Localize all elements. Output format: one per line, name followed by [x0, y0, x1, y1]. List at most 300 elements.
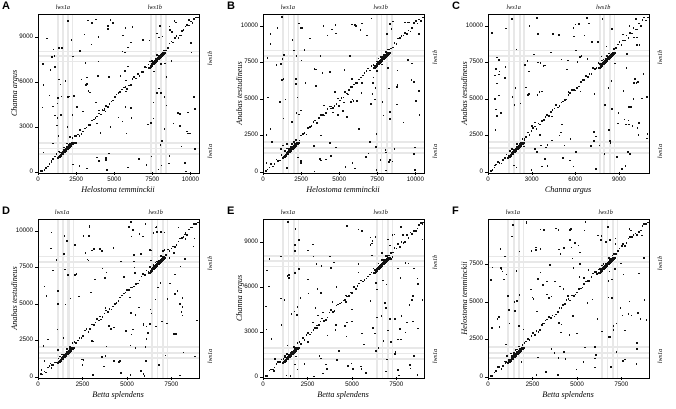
- diagonal-point: [114, 96, 116, 98]
- data-point: [361, 333, 363, 335]
- diagonal-point: [197, 222, 199, 224]
- data-point: [417, 278, 419, 280]
- data-point: [375, 87, 377, 89]
- diagonal-point: [126, 88, 128, 90]
- data-point: [162, 36, 164, 38]
- data-point: [282, 145, 284, 147]
- data-point: [386, 359, 388, 361]
- data-point: [267, 97, 269, 99]
- data-point: [643, 73, 645, 75]
- right-gene-label: lws1a: [207, 348, 214, 363]
- panel-f: [450, 205, 675, 409]
- data-point: [576, 369, 578, 371]
- y-tick: [485, 99, 488, 100]
- data-point: [335, 33, 337, 35]
- diagonal-point: [640, 25, 642, 27]
- data-point: [413, 355, 415, 357]
- data-point: [519, 251, 521, 253]
- data-point: [361, 23, 363, 25]
- data-point: [539, 134, 541, 136]
- data-point: [171, 60, 173, 62]
- diagonal-point: [578, 86, 580, 88]
- data-point: [350, 101, 352, 103]
- data-point: [97, 75, 99, 77]
- diagonal-point: [392, 47, 394, 49]
- data-point: [506, 274, 508, 276]
- data-point: [584, 347, 586, 349]
- data-point: [187, 133, 189, 135]
- data-point: [608, 87, 610, 89]
- data-point: [108, 325, 110, 327]
- x-tick-label: 2500: [69, 176, 83, 183]
- data-point: [193, 246, 195, 248]
- data-point: [563, 351, 565, 353]
- data-point: [346, 322, 348, 324]
- data-point: [168, 163, 170, 165]
- synteny-block-point: [162, 52, 164, 54]
- data-point: [60, 114, 62, 116]
- data-point: [91, 22, 93, 24]
- gene-band-vertical: [507, 220, 509, 378]
- data-point: [512, 96, 514, 98]
- x-tick: [190, 172, 191, 175]
- synteny-block-point: [612, 257, 614, 259]
- data-point: [613, 325, 615, 327]
- diagonal-point: [169, 43, 171, 45]
- x-tick-label: 5000: [345, 381, 359, 388]
- data-point: [120, 75, 122, 77]
- data-point: [551, 140, 553, 142]
- diagonal-point: [410, 31, 412, 33]
- diagonal-point: [399, 37, 401, 39]
- data-point: [545, 147, 547, 149]
- data-point: [166, 105, 168, 107]
- data-point: [268, 286, 270, 288]
- data-point: [166, 76, 168, 78]
- data-point: [322, 373, 324, 375]
- data-point: [88, 235, 90, 237]
- gene-band-horizontal: [489, 141, 649, 143]
- data-point: [50, 69, 52, 71]
- data-point: [557, 374, 559, 376]
- data-point: [514, 104, 516, 106]
- data-point: [332, 301, 334, 303]
- data-point: [156, 231, 158, 233]
- data-point: [67, 126, 69, 128]
- diagonal-point: [357, 285, 359, 287]
- data-point: [317, 288, 319, 290]
- data-point: [93, 248, 95, 250]
- top-gene-label: lws1a: [54, 209, 70, 216]
- panel-letter: C: [452, 0, 460, 12]
- data-point: [288, 277, 290, 279]
- data-point: [194, 148, 196, 150]
- data-point: [525, 87, 527, 89]
- diagonal-point: [621, 245, 623, 247]
- data-point: [627, 151, 629, 153]
- data-point: [345, 301, 347, 303]
- diagonal-point: [77, 340, 79, 342]
- data-point: [376, 70, 378, 72]
- x-tick: [415, 172, 416, 175]
- data-point: [98, 36, 100, 38]
- data-point: [398, 375, 400, 377]
- diagonal-point: [329, 312, 331, 314]
- diagonal-point: [492, 169, 494, 171]
- data-point: [633, 82, 635, 84]
- data-point: [138, 158, 140, 160]
- data-point: [286, 143, 288, 145]
- data-point: [499, 326, 501, 328]
- data-point: [307, 341, 309, 343]
- data-point: [415, 100, 417, 102]
- data-point: [171, 31, 173, 33]
- data-point: [597, 41, 599, 43]
- diagonal-point: [325, 319, 327, 321]
- diagonal-point: [112, 306, 114, 308]
- data-point: [637, 312, 639, 314]
- data-point: [63, 253, 65, 255]
- data-point: [125, 330, 127, 332]
- data-point: [617, 123, 619, 125]
- data-point: [169, 257, 171, 259]
- data-point: [498, 95, 500, 97]
- diagonal-point: [344, 299, 346, 301]
- right-gene-label: lws1b: [657, 50, 664, 65]
- data-point: [374, 333, 376, 335]
- diagonal-point: [576, 87, 578, 89]
- top-gene-label: lws1b: [598, 209, 613, 216]
- y-axis-title: Anabas testudineus: [460, 61, 469, 125]
- diagonal-point: [300, 135, 302, 137]
- diagonal-point: [568, 94, 570, 96]
- data-point: [69, 136, 71, 138]
- diagonal-point: [89, 124, 91, 126]
- data-point: [643, 257, 645, 259]
- data-point: [280, 256, 282, 258]
- data-point: [287, 345, 289, 347]
- data-point: [397, 70, 399, 72]
- data-point: [383, 115, 385, 117]
- data-point: [567, 60, 569, 62]
- data-point: [573, 36, 575, 38]
- data-point: [142, 236, 144, 238]
- data-point: [265, 306, 267, 308]
- data-point: [624, 359, 626, 361]
- diagonal-point: [348, 295, 350, 297]
- data-point: [572, 258, 574, 260]
- x-tick-label: 10000: [181, 176, 199, 183]
- data-point: [590, 145, 592, 147]
- data-point: [79, 129, 81, 131]
- x-tick: [396, 377, 397, 380]
- data-point: [361, 92, 363, 94]
- data-point: [164, 96, 166, 98]
- data-point: [294, 250, 296, 252]
- diagonal-point: [619, 248, 621, 250]
- x-tick: [532, 172, 533, 175]
- data-point: [320, 55, 322, 57]
- data-point: [412, 295, 414, 297]
- diagonal-point: [557, 311, 559, 313]
- diagonal-point: [52, 364, 54, 366]
- data-point: [56, 259, 58, 261]
- data-point: [297, 97, 299, 99]
- data-point: [49, 95, 51, 97]
- diagonal-point: [45, 167, 47, 169]
- data-point: [499, 71, 501, 73]
- diagonal-point: [399, 246, 401, 248]
- data-point: [491, 32, 493, 34]
- diagonal-point: [95, 117, 97, 119]
- data-point: [413, 268, 415, 270]
- data-point: [337, 114, 339, 116]
- data-point: [67, 274, 69, 276]
- x-tick: [152, 172, 153, 175]
- y-tick-label: 9000: [244, 237, 258, 245]
- x-tick-label: 0: [261, 381, 265, 388]
- data-point: [563, 247, 565, 249]
- synteny-block-point: [73, 347, 75, 349]
- diagonal-point: [311, 332, 313, 334]
- data-point: [358, 263, 360, 265]
- data-point: [537, 357, 539, 359]
- data-point: [608, 297, 610, 299]
- data-point: [540, 248, 542, 250]
- data-point: [320, 160, 322, 162]
- panel-letter: B: [227, 0, 235, 12]
- diagonal-point: [332, 107, 334, 109]
- data-point: [179, 375, 181, 377]
- diagonal-point: [272, 166, 274, 168]
- data-point: [127, 66, 129, 68]
- data-point: [92, 374, 94, 376]
- data-point: [622, 315, 624, 317]
- data-point: [96, 123, 98, 125]
- data-point: [281, 16, 283, 18]
- data-point: [636, 37, 638, 39]
- x-tick: [301, 172, 302, 175]
- diagonal-point: [580, 81, 582, 83]
- data-point: [184, 162, 186, 164]
- data-point: [604, 153, 606, 155]
- diagonal-point: [327, 109, 329, 111]
- diagonal-point: [327, 317, 329, 319]
- data-point: [536, 311, 538, 313]
- data-point: [373, 77, 375, 79]
- x-tick-label: 5000: [570, 381, 584, 388]
- data-point: [607, 226, 609, 228]
- diagonal-point: [82, 131, 84, 133]
- data-point: [352, 162, 354, 164]
- data-point: [88, 90, 90, 92]
- data-point: [72, 164, 74, 166]
- data-point: [586, 17, 588, 19]
- right-gene-label: lws1a: [432, 349, 439, 364]
- diagonal-point: [559, 105, 561, 107]
- diagonal-point: [494, 167, 496, 169]
- x-axis-title: Betta splendens: [92, 390, 144, 399]
- y-tick-label: 6000: [19, 77, 33, 85]
- data-point: [304, 49, 306, 51]
- diagonal-point: [125, 292, 127, 294]
- data-point: [300, 110, 302, 112]
- data-point: [500, 112, 502, 114]
- synteny-block-point: [298, 142, 300, 144]
- data-point: [368, 153, 370, 155]
- data-point: [91, 44, 93, 46]
- data-point: [577, 61, 579, 63]
- data-point: [325, 364, 327, 366]
- data-point: [131, 236, 133, 238]
- data-point: [419, 114, 421, 116]
- diagonal-point: [351, 292, 353, 294]
- data-point: [164, 249, 166, 251]
- data-point: [611, 28, 613, 30]
- data-point: [151, 313, 153, 315]
- gene-band-vertical: [297, 15, 298, 173]
- data-point: [283, 118, 285, 120]
- data-point: [149, 40, 151, 42]
- data-point: [518, 325, 520, 327]
- diagonal-point: [86, 328, 88, 330]
- data-point: [386, 284, 388, 286]
- diagonal-point: [367, 276, 369, 278]
- data-point: [351, 24, 353, 26]
- diagonal-point: [583, 283, 585, 285]
- data-point: [319, 158, 321, 160]
- diagonal-point: [295, 139, 297, 141]
- data-point: [313, 376, 315, 378]
- x-tick: [488, 172, 489, 175]
- diagonal-point: [569, 300, 571, 302]
- data-point: [620, 263, 622, 265]
- data-point: [352, 99, 354, 101]
- diagonal-point: [554, 316, 556, 318]
- diagonal-point: [561, 307, 563, 309]
- data-point: [385, 152, 387, 154]
- data-point: [321, 265, 323, 267]
- y-tick-label: 10000: [465, 21, 483, 29]
- plot-area: [263, 14, 425, 174]
- data-point: [611, 108, 613, 110]
- data-point: [602, 18, 604, 20]
- data-point: [618, 112, 620, 114]
- diagonal-point: [545, 116, 547, 118]
- data-point: [312, 322, 314, 324]
- x-tick-label: 2500: [75, 381, 90, 388]
- data-point: [287, 221, 289, 223]
- data-point: [110, 328, 112, 330]
- diagonal-point: [357, 82, 359, 84]
- diagonal-point: [193, 18, 195, 20]
- data-point: [501, 268, 503, 270]
- data-point: [107, 28, 109, 30]
- data-point: [579, 263, 581, 265]
- data-point: [632, 125, 634, 127]
- data-point: [551, 348, 553, 350]
- data-point: [182, 315, 184, 317]
- data-point: [565, 358, 567, 360]
- diagonal-point: [104, 313, 106, 315]
- data-point: [411, 299, 413, 301]
- diagonal-point: [417, 23, 419, 25]
- data-point: [307, 279, 309, 281]
- data-point: [554, 352, 556, 354]
- data-point: [179, 113, 181, 115]
- data-point: [173, 123, 175, 125]
- data-point: [146, 164, 148, 166]
- data-point: [541, 166, 543, 168]
- data-point: [180, 266, 182, 268]
- data-point: [184, 258, 186, 260]
- data-point: [389, 245, 391, 247]
- diagonal-point: [397, 243, 399, 245]
- gene-band-horizontal: [489, 55, 649, 57]
- data-point: [120, 261, 122, 263]
- data-point: [609, 239, 611, 241]
- data-point: [587, 58, 589, 60]
- data-point: [545, 371, 547, 373]
- data-point: [536, 151, 538, 153]
- data-point: [358, 272, 360, 274]
- diagonal-point: [197, 17, 199, 19]
- diagonal-point: [47, 367, 49, 369]
- data-point: [61, 96, 63, 98]
- data-point: [494, 75, 496, 77]
- data-point: [181, 146, 183, 148]
- x-tick-label: 3000: [524, 176, 539, 183]
- diagonal-point: [72, 342, 74, 344]
- x-tick: [171, 377, 172, 380]
- diagonal-point: [566, 99, 568, 101]
- data-point: [521, 361, 523, 363]
- diagonal-point: [351, 86, 353, 88]
- data-point: [588, 269, 590, 271]
- data-point: [56, 125, 58, 127]
- diagonal-point: [325, 112, 327, 114]
- diagonal-point: [392, 252, 394, 254]
- diagonal-point: [144, 274, 146, 276]
- data-point: [523, 329, 525, 331]
- right-gene-label: lws1a: [207, 144, 214, 159]
- data-point: [381, 315, 383, 317]
- data-point: [571, 247, 573, 249]
- data-point: [63, 337, 65, 339]
- right-gene-label: lws1b: [432, 255, 439, 270]
- data-point: [383, 340, 385, 342]
- data-point: [536, 17, 538, 19]
- data-point: [366, 35, 368, 37]
- synteny-block-point: [71, 142, 73, 144]
- data-point: [98, 61, 100, 63]
- diagonal-point: [276, 363, 278, 365]
- data-point: [191, 52, 193, 54]
- diagonal-point: [638, 23, 640, 25]
- data-point: [543, 229, 545, 231]
- data-point: [130, 107, 132, 109]
- data-point: [626, 67, 628, 69]
- data-point: [164, 232, 166, 234]
- x-axis-title: Helostoma temminckii: [81, 185, 155, 194]
- top-gene-label: lws1a: [506, 4, 521, 11]
- data-point: [578, 23, 580, 25]
- data-point: [554, 281, 556, 283]
- data-point: [67, 96, 69, 98]
- data-point: [387, 330, 389, 332]
- data-point: [630, 230, 632, 232]
- data-point: [534, 122, 536, 124]
